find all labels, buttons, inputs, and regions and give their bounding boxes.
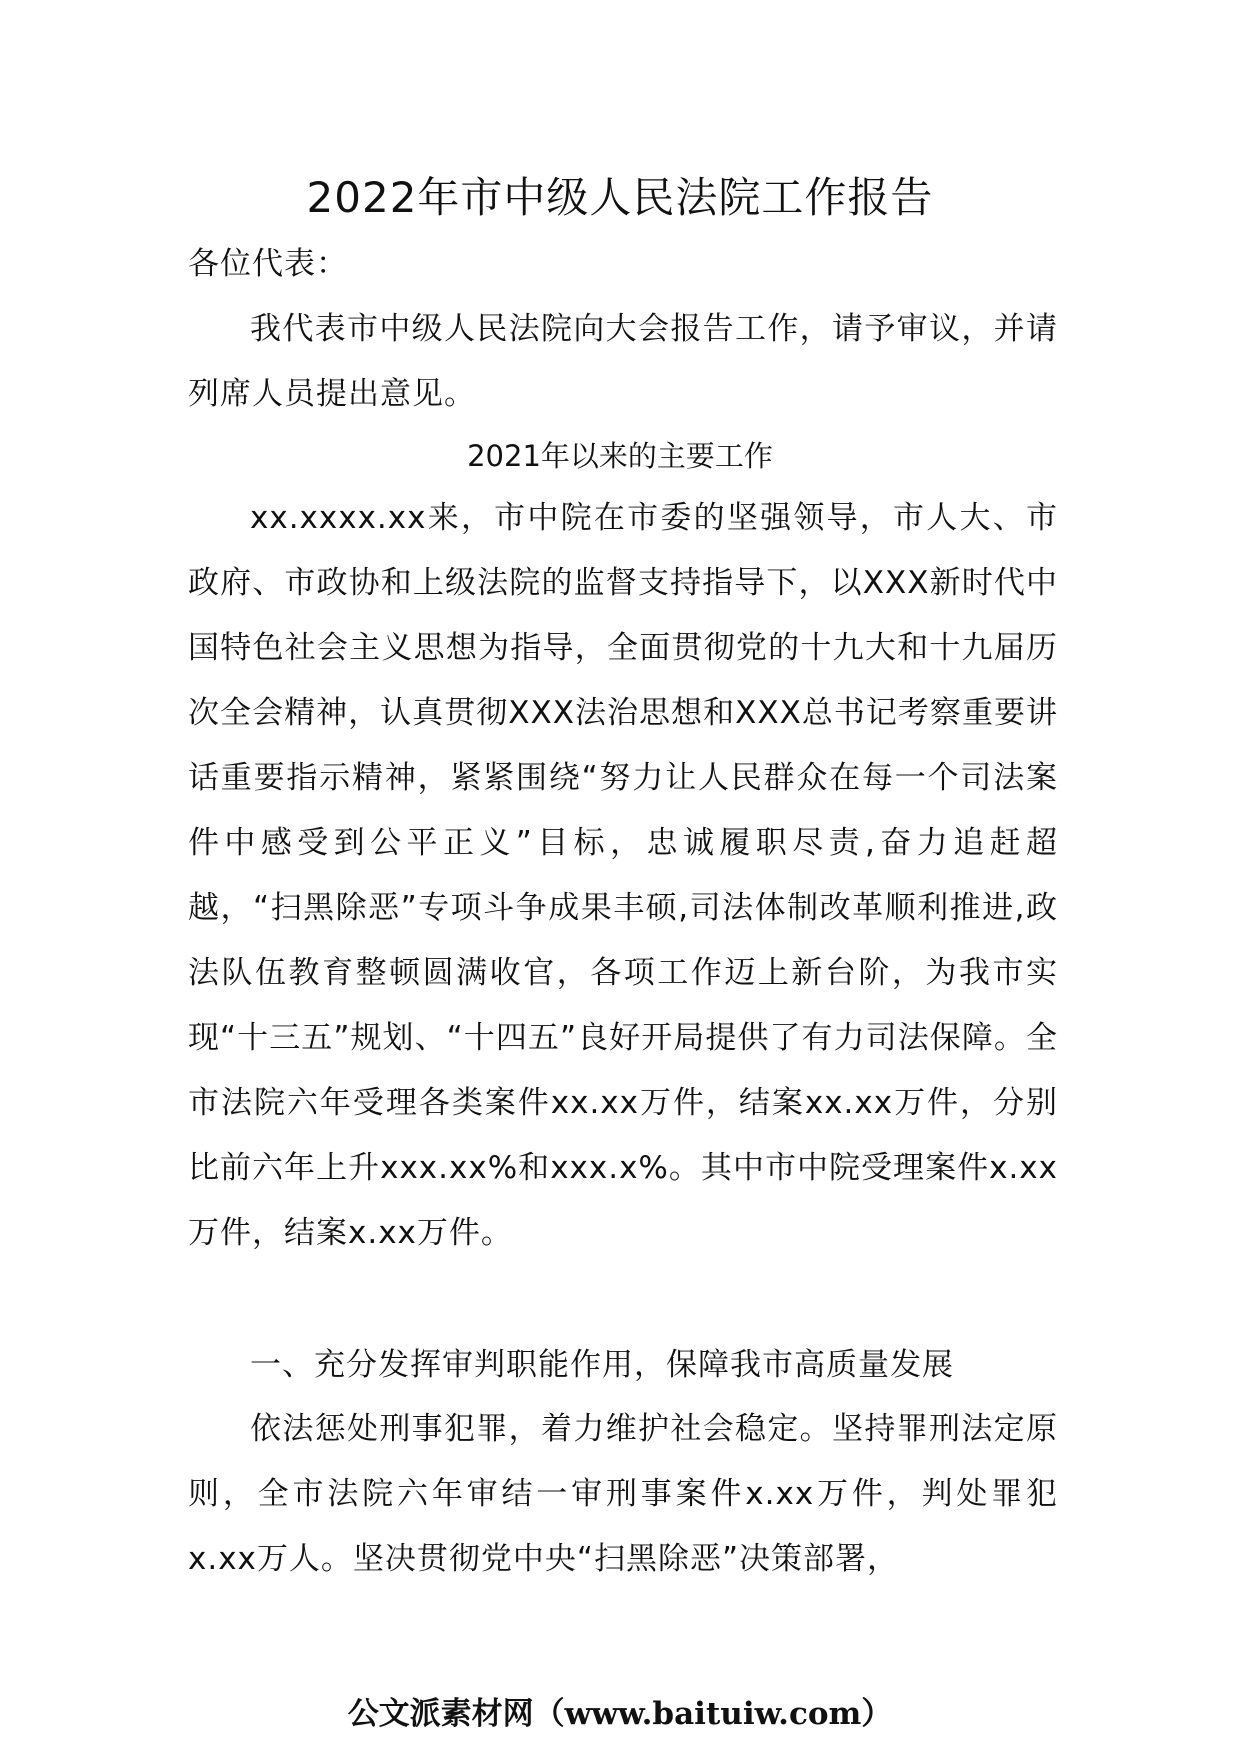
salutation: 各位代表： bbox=[188, 246, 348, 282]
section-heading: 一、充分发挥审判职能作用，保障我市高质量发展 bbox=[250, 1347, 954, 1383]
document-title: 2022年市中级人民法院工作报告 bbox=[306, 173, 934, 222]
summary-paragraph: xx.xxxx.xx来，市中院在市委的坚强领导，市人大、市政府、市政协和上级法院的监督支持指导下，以XXX新时代中国特色社会主义思想为指导，全面贯彻党的十九大和十九届历次全会精神，认真贯彻XXX法治思想和XXX总书记考察重要讲话重要指示精神，紧紧围绕“努力让人民群众在每一个司法案件中感受到公平正义”目标，忠诚履职尽责,奋力追赶超越，“扫黑除恶”专项斗争成果丰硕,司法体制改革顺利推进,政法队伍教育整顿圆满收官，各项工作迈上新台阶，为我市实现“十三五”规划、“十四五”良好开局提供了有力司法保障。全市法院六年受理各类案件xx.xx万件，结案xx.xx万件，分别比前六年上升xxx.xx%和xxx.x%。其中市中院受理案件x.xx万件，结案x.xx万件。 bbox=[188, 500, 1058, 1251]
intro-paragraph: 我代表市中级人民法院向大会报告工作，请予审议，并请列席人员提出意见。 bbox=[188, 311, 1058, 412]
section-paragraph: 依法惩处刑事犯罪，着力维护社会稳定。坚持罪刑法定原则，全市法院六年审结一审刑事案件x.xx万件，判处罪犯x.xx万人。坚决贯彻党中央“扫黑除恶”决策部署， bbox=[188, 1411, 1058, 1577]
section-subtitle: 2021年以来的主要工作 bbox=[467, 439, 773, 473]
footer-watermark: 公文派素材网（www.baituiw.com） bbox=[347, 1696, 893, 1732]
